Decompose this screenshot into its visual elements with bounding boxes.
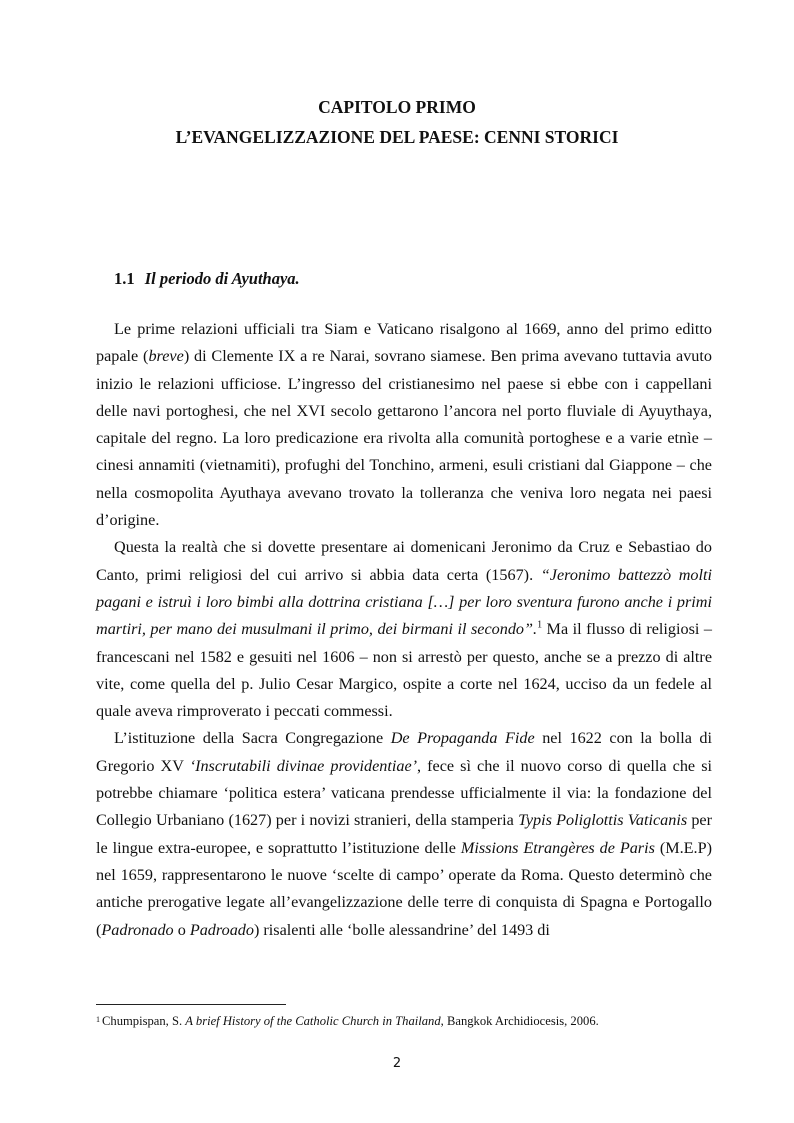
footnote [96, 1013, 712, 1029]
paragraph-text: ) risalenti alle ‘bolle alessandrine’ del 1493 di [253, 920, 550, 939]
body-paragraph [96, 534, 712, 725]
paragraph-text: o [173, 920, 190, 939]
italic-text: ‘Inscrutabili divinae providentiae’ [189, 756, 418, 775]
italic-text: Padroado [189, 920, 254, 939]
italic-text: “Jeronimo battezzò molti pagani e istruì i loro bimbi alla dottrina cristiana […] per loro sventura furono anche i primi martiri, per mano dei musulmani il primo, dei birmani il secondo”. [96, 565, 712, 639]
paragraph-text: ) di Clemente IX a re Narai, sovrano siamese. Ben prima avevano tuttavia avuto inizio le relazioni ufficiose. L’ingresso del cristianesimo nel paese si ebbe con i cappellani delle navi portoghesi, che nel XVI secolo gettarono l’ancora nel porto fluviale di Ayuythaya, capitale del regno. La loro predicazione era rivolta alla comunità portoghese e a varie etnìe – cinesi annamiti (vietnamiti), profughi del Tonchino, armeni, esuli cristiani dal Giappone – che nella cosmopolita Ayuthaya avevano trovato la tolleranza che veniva loro negata nei paesi d’origine. [96, 347, 712, 530]
body-paragraph [96, 316, 712, 534]
italic-text: De Propaganda Fide [390, 729, 535, 748]
paragraph-text: Le prime relazioni ufficiali tra Siam e Vaticano risalgono al 1669, anno del primo editto papale ( [96, 320, 712, 366]
italic-text: Typis Poliglottis Vaticanis [518, 811, 688, 830]
chapter-title: L’EVANGELIZZAZIONE DEL PAESE: CENNI STORICI [175, 127, 619, 147]
section-heading [114, 269, 300, 289]
body-text [96, 316, 712, 944]
paragraph-text: (M.E.P) nel 1659, rappresentarono le nuove ‘scelte di campo’ operate da Roma. Questo determinò che antiche prerogative legate all’evangelizzazione delle terre di conquista di Spagna e Portogallo ( [96, 838, 712, 939]
page-number: 2 [392, 1056, 402, 1071]
footnote-title: A brief History of the Catholic Church in Thailand [185, 1014, 441, 1028]
section-title: Il periodo di Ayuthaya. [144, 269, 300, 288]
footnote-author: Chumpispan, S. [102, 1014, 186, 1028]
footnote-divider [96, 1004, 286, 1005]
italic-text: Missions Etrangères de Paris [460, 838, 655, 857]
paragraph-text: L’istituzione della Sacra Congregazione [114, 729, 391, 748]
body-paragraph [96, 725, 712, 943]
italic-text: breve [148, 347, 184, 366]
footnote-reference: 1 [537, 619, 543, 631]
chapter-heading [0, 92, 794, 152]
paragraph-text: nel 1622 con la bolla di Gregorio XV [96, 729, 712, 775]
paragraph-text: per le lingue extra-europee, e soprattutto l’istituzione delle [96, 811, 713, 857]
chapter-label: CAPITOLO PRIMO [318, 97, 476, 117]
footnote-rest: , Bangkok Archidiocesis, 2006. [440, 1014, 599, 1028]
paragraph-text: Questa la realtà che si dovette presentare ai domenicani Jeronimo da Cruz e Sebastiao do Canto, primi religiosi del cui arrivo si abbia data certa (1567). [96, 538, 712, 584]
footnote-marker: 1 [96, 1015, 100, 1024]
section-number: 1.1 [114, 269, 135, 288]
paragraph-text: , fece sì che il nuovo corso di quella che si potrebbe chiamare ‘politica estera’ vaticana prendesse ufficialmente il via: la fondazione del Collegio Urbaniano (1627) per i novizi stranieri, della stamperia [96, 756, 712, 830]
paragraph-text: Ma il flusso di religiosi – francescani nel 1582 e gesuiti nel 1606 – non si arrestò per questo, anche se a prezzo di altre vite, come quella del p. Julio Cesar Margico, ospite a corte nel 1624, ucciso da un fedele al quale aveva rimproverato i peccati commessi. [96, 620, 712, 721]
italic-text: Padronado [101, 920, 174, 939]
